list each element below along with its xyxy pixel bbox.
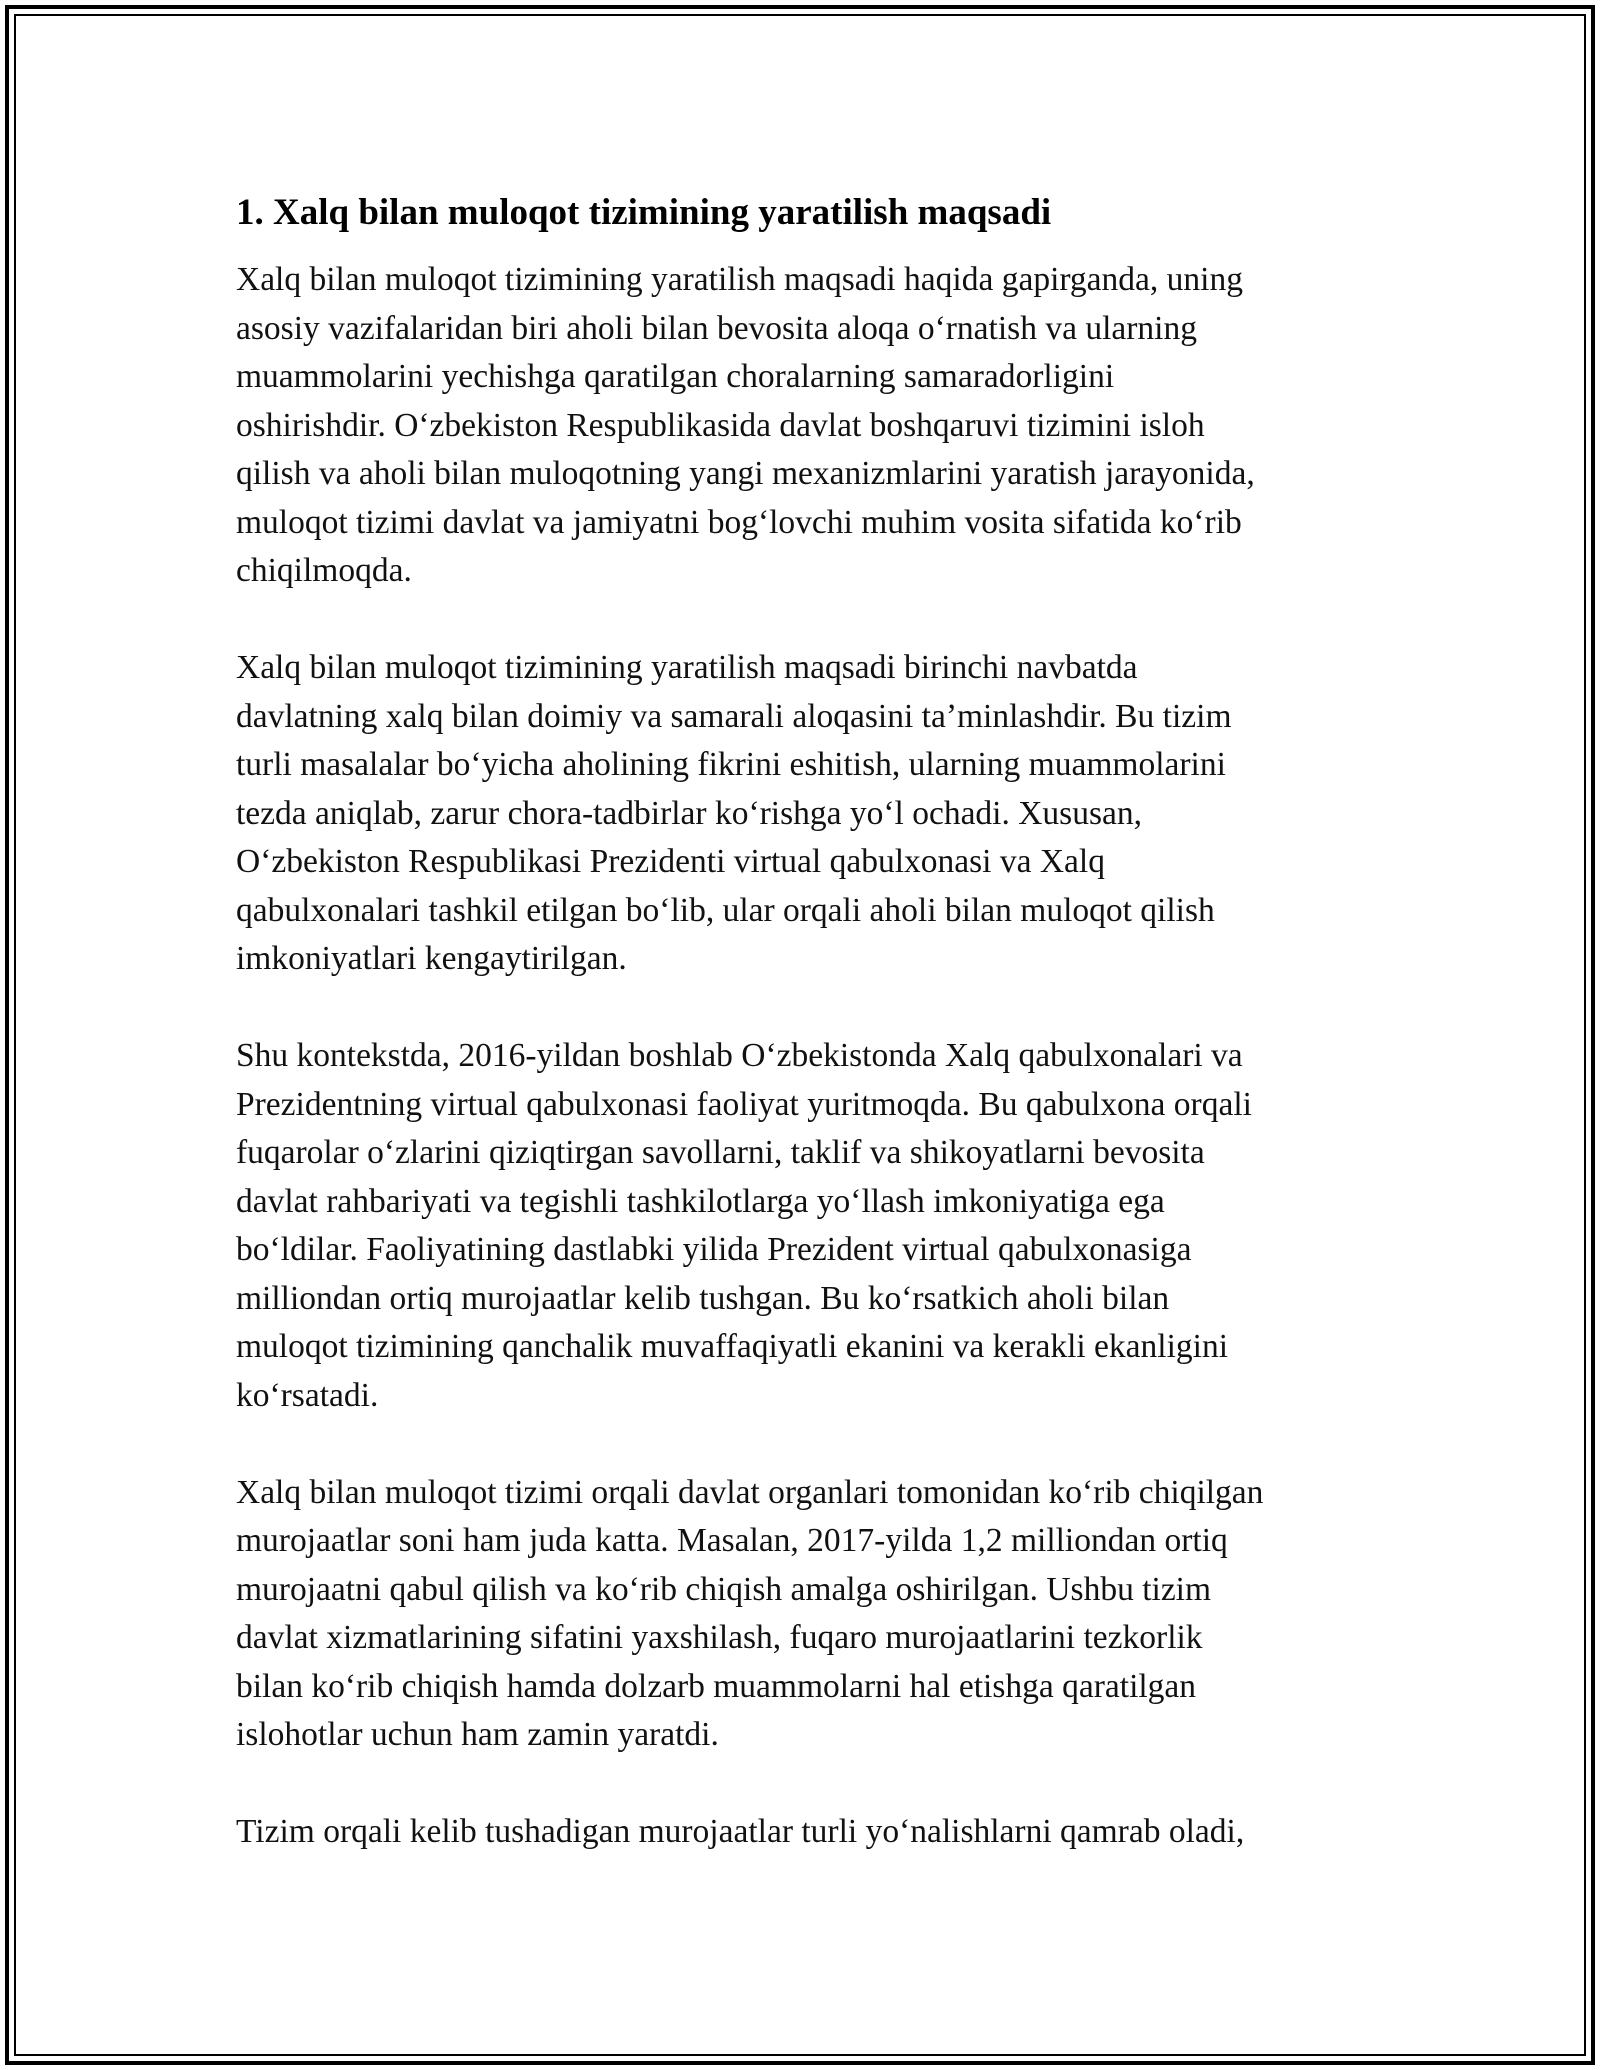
text-line: Oʻzbekiston Respublikasi Prezidenti virtual qabulxonasi va Xalq — [236, 843, 1105, 880]
text-line: tezda aniqlab, zarur chora-tadbirlar koʻrishga yoʻl ochadi. Xususan, — [236, 794, 1143, 832]
section-heading: 1. Xalq bilan muloqot tizimining yaratilish maqsadi — [236, 192, 1052, 233]
text-line: Xalq bilan muloqot tizimi orqali davlat organlari tomonidan koʻrib chiqilgan — [236, 1473, 1264, 1511]
text-line: murojaatlar soni ham juda katta. Masalan, 2017-yilda 1,2 milliondan ortiq — [236, 1522, 1228, 1559]
text-line: davlat rahbariyati va tegishli tashkilotlarga yoʻllash imkoniyatiga ega — [236, 1182, 1165, 1220]
text-line: milliondan ortiq murojaatlar kelib tushgan. Bu koʻrsatkich aholi bilan — [236, 1279, 1170, 1317]
text-line: muammolarini yechishga qaratilgan choralarning samaradorligini — [236, 358, 1115, 395]
text-line: chiqilmoqda. — [236, 552, 412, 589]
text-line: bilan koʻrib chiqish hamda dolzarb muammolarni hal etishga qaratilgan — [236, 1667, 1197, 1705]
document-body — [236, 186, 1386, 1905]
text-line: oshirishdir. Oʻzbekiston Respublikasida davlat boshqaruvi tizimini isloh — [236, 406, 1205, 444]
text-line: fuqarolar oʻzlarini qiziqtirgan savollarni, taklif va shikoyatlarni bevosita — [236, 1134, 1205, 1171]
text-line: Shu kontekstda, 2016-yildan boshlab Oʻzbekistonda Xalq qabulxonalari va — [236, 1037, 1243, 1074]
text-line: Xalq bilan muloqot tizimining yaratilish maqsadi haqida gapirganda, uning — [236, 261, 1243, 298]
text-line: muloqot tizimi davlat va jamiyatni bogʻlovchi muhim vosita sifatida koʻrib — [236, 503, 1242, 541]
text-line: islohotlar uchun ham zamin yaratdi. — [236, 1716, 719, 1753]
text-line: boʻldilar. Faoliyatining dastlabki yilida Prezident virtual qabulxonasiga — [236, 1231, 1192, 1268]
text-line: Tizim orqali kelib tushadigan murojaatlar turli yoʻnalishlarni qamrab oladi, — [236, 1813, 1245, 1850]
text-line: turli masalalar boʻyicha aholining fikrini eshitish, ularning muammolarini — [236, 746, 1226, 783]
text-line: Prezidentning virtual qabulxonasi faoliyat yuritmoqda. Bu qabulxona orqali — [236, 1085, 1252, 1123]
paragraph-3 — [236, 1032, 1386, 1420]
paragraph-4 — [236, 1469, 1386, 1760]
text-line: murojaatni qabul qilish va koʻrib chiqish amalga oshirilgan. Ushbu tizim — [236, 1570, 1212, 1608]
paragraph-5 — [236, 1808, 1386, 1857]
text-line: imkoniyatlari kengaytirilgan. — [236, 940, 627, 977]
text-line: davlatning xalq bilan doimiy va samarali aloqasini taʼminlashdir. Bu tizim — [236, 697, 1232, 735]
paragraph-1 — [236, 256, 1386, 596]
text-line: asosiy vazifalaridan biri aholi bilan bevosita aloqa oʻrnatish va ularning — [236, 309, 1197, 347]
paragraph-2 — [236, 644, 1386, 984]
text-line: Xalq bilan muloqot tizimining yaratilish maqsadi birinchi navbatda — [236, 649, 1138, 686]
text-line: koʻrsatadi. — [236, 1376, 379, 1414]
text-line: muloqot tizimining qanchalik muvaffaqiyatli ekanini va kerakli ekanligini — [236, 1328, 1229, 1365]
text-line: qilish va aholi bilan muloqotning yangi mexanizmlarini yaratish jarayonida, — [236, 455, 1255, 492]
text-line: qabulxonalari tashkil etilgan boʻlib, ular orqali aholi bilan muloqot qilish — [236, 891, 1215, 929]
text-line: davlat xizmatlarining sifatini yaxshilash, fuqaro murojaatlarini tezkorlik — [236, 1619, 1203, 1656]
